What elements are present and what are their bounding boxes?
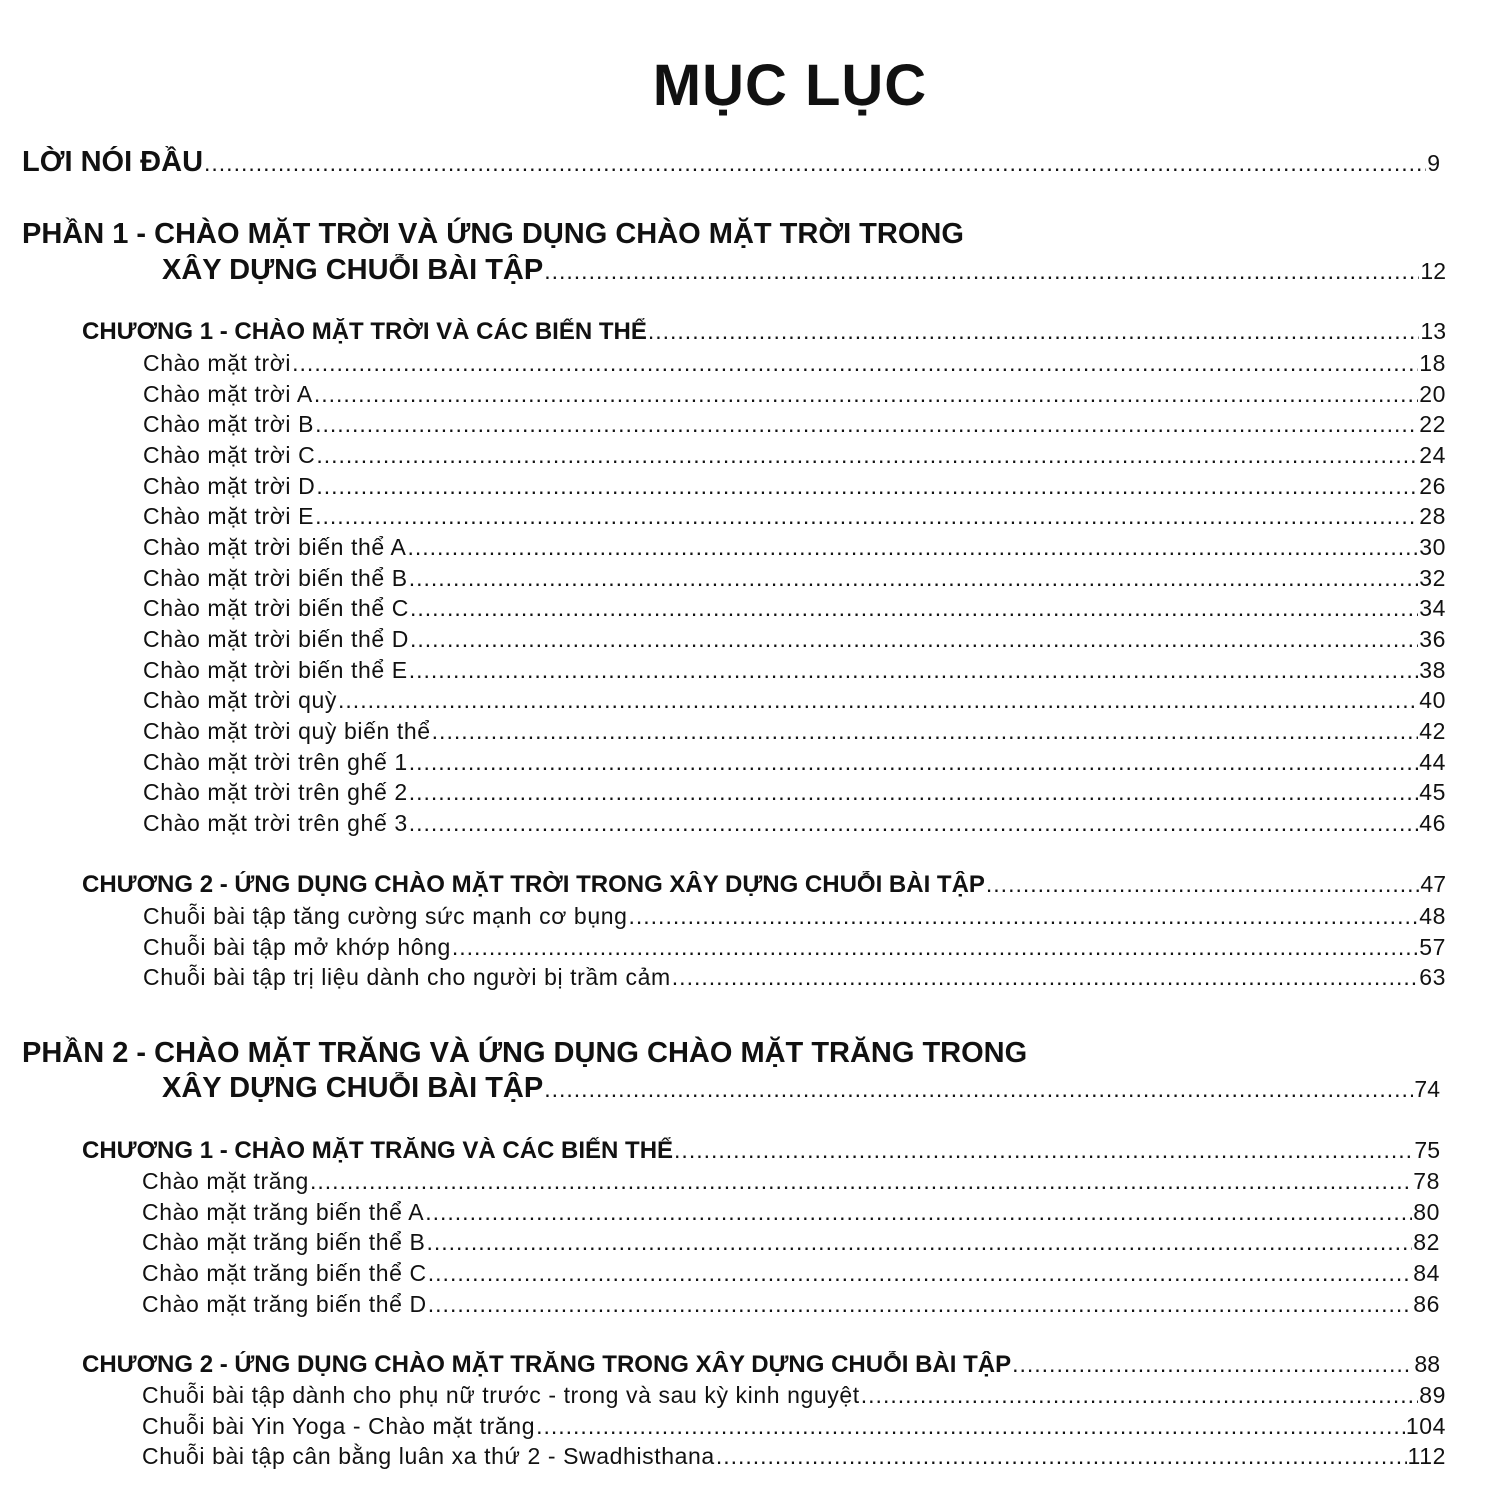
toc-entry[interactable] — [143, 411, 1446, 438]
toc-entry[interactable] — [143, 381, 1446, 408]
dot-leader — [648, 318, 1420, 345]
dot-leader — [861, 1382, 1418, 1409]
toc-entry[interactable] — [143, 503, 1446, 530]
dot-leader — [338, 687, 1418, 714]
entry-label: Chuỗi bài tập cân bằng luân xa thứ 2 - Swadhisthana — [142, 1443, 715, 1469]
dot-leader — [428, 1291, 1412, 1318]
page-number: 78 — [1413, 1168, 1440, 1194]
toc-entry-part-1[interactable] — [162, 254, 1446, 287]
entry-label: Chào mặt trăng — [142, 1168, 309, 1194]
dot-leader — [410, 595, 1418, 622]
page-number: 82 — [1413, 1229, 1440, 1255]
toc-entry-part2-chapter-2[interactable] — [82, 1351, 1440, 1379]
page-number: 12 — [1420, 258, 1446, 284]
dot-leader — [409, 749, 1418, 776]
dot-leader — [425, 1199, 1412, 1226]
entry-label: Chào mặt trời biến thể B — [143, 565, 408, 591]
dot-leader — [315, 503, 1418, 530]
toc-entry[interactable] — [143, 442, 1446, 469]
page-number: 36 — [1419, 626, 1446, 652]
page-number: 22 — [1419, 411, 1446, 437]
toc-entry[interactable] — [142, 1260, 1440, 1287]
entry-label: Chào mặt trời biến thể E — [143, 657, 408, 683]
dot-leader — [629, 903, 1419, 930]
toc-entry[interactable] — [142, 1382, 1446, 1409]
entry-label: Chào mặt trời B — [143, 411, 315, 437]
toc-entry[interactable] — [143, 934, 1446, 961]
toc-entry[interactable] — [142, 1443, 1446, 1470]
entry-label: CHƯƠNG 2 - ỨNG DỤNG CHÀO MẶT TRỜI TRONG XÂY DỰNG CHUỖI BÀI TẬP — [82, 871, 985, 898]
page-number: 26 — [1419, 473, 1446, 499]
page-number: 34 — [1419, 595, 1446, 621]
entry-label: Chào mặt trời quỳ — [143, 687, 338, 713]
entry-label: Chào mặt trời trên ghế 2 — [143, 779, 408, 805]
toc-entry[interactable] — [143, 473, 1446, 500]
page-number: 45 — [1419, 779, 1446, 805]
page-number: 84 — [1413, 1260, 1440, 1286]
entry-label: Chuỗi bài tập mở khớp hông — [143, 934, 451, 960]
toc-entry[interactable] — [143, 687, 1446, 714]
dot-leader — [409, 565, 1418, 592]
page-number: 40 — [1419, 687, 1446, 713]
dot-leader — [674, 1137, 1413, 1164]
dot-leader — [716, 1443, 1407, 1470]
dot-leader — [409, 657, 1418, 684]
toc-entry[interactable] — [143, 595, 1446, 622]
dot-leader — [410, 626, 1418, 653]
dot-leader — [452, 934, 1418, 961]
toc-entry-part-2[interactable] — [162, 1072, 1440, 1105]
toc-entry[interactable] — [143, 779, 1446, 806]
page-number: 104 — [1405, 1413, 1446, 1439]
entry-label: Chào mặt trăng biến thể A — [142, 1199, 425, 1225]
dot-leader — [409, 779, 1418, 806]
entry-label: Chào mặt trăng biến thể C — [142, 1260, 427, 1286]
entry-label: Chào mặt trời A — [143, 381, 313, 407]
entry-label: Chào mặt trời — [143, 350, 292, 376]
dot-leader — [314, 381, 1418, 408]
toc-entry[interactable] — [143, 534, 1446, 561]
entry-label: Chào mặt trăng biến thể B — [142, 1229, 426, 1255]
page-number: 74 — [1414, 1076, 1440, 1102]
entry-label: Chào mặt trời D — [143, 473, 316, 499]
entry-label: Chào mặt trời trên ghế 1 — [143, 749, 408, 775]
toc-entry[interactable] — [143, 718, 1446, 745]
page-number: 48 — [1419, 903, 1446, 929]
page-number: 20 — [1419, 381, 1446, 407]
toc-entry[interactable] — [143, 565, 1446, 592]
toc-entry-preface[interactable] — [22, 146, 1440, 179]
page-number: 89 — [1419, 1382, 1446, 1408]
page-number: 63 — [1419, 964, 1446, 990]
page-number: 112 — [1407, 1443, 1446, 1469]
toc-entry[interactable] — [143, 903, 1446, 930]
dot-leader — [407, 534, 1418, 561]
toc-entry[interactable] — [142, 1291, 1440, 1318]
dot-leader — [409, 810, 1418, 837]
dot-leader — [986, 871, 1420, 898]
dot-leader — [544, 258, 1419, 285]
page-number: 57 — [1419, 934, 1446, 960]
entry-label: CHƯƠNG 2 - ỨNG DỤNG CHÀO MẶT TRĂNG TRONG XÂY DỰNG CHUỖI BÀI TẬP — [82, 1351, 1012, 1378]
page-number: 9 — [1427, 150, 1440, 176]
entry-label: Chào mặt trời quỳ biến thể — [143, 718, 431, 744]
toc-entry[interactable] — [143, 657, 1446, 684]
entry-label: CHƯƠNG 1 - CHÀO MẶT TRỜI VÀ CÁC BIẾN THỂ — [82, 318, 647, 345]
dot-leader — [204, 150, 1426, 177]
page-number: 18 — [1419, 350, 1446, 376]
dot-leader — [536, 1413, 1405, 1440]
toc-entry[interactable] — [142, 1413, 1446, 1440]
page-number: 44 — [1419, 749, 1446, 775]
dot-leader — [292, 350, 1418, 377]
toc-entry[interactable] — [143, 626, 1446, 653]
toc-entry[interactable] — [143, 964, 1446, 991]
entry-label: Chào mặt trời biến thể D — [143, 626, 409, 652]
page-number: 32 — [1419, 565, 1446, 591]
entry-label: XÂY DỰNG CHUỖI BÀI TẬP — [162, 1072, 544, 1104]
page-title: MỤC LỤC — [652, 53, 928, 118]
page-number: 13 — [1420, 318, 1446, 344]
dot-leader — [428, 1260, 1412, 1287]
page-number: 30 — [1419, 534, 1446, 560]
toc-entry[interactable] — [142, 1168, 1440, 1195]
dot-leader — [315, 411, 1418, 438]
dot-leader — [672, 964, 1418, 991]
toc-entry[interactable] — [143, 749, 1446, 776]
toc-entry[interactable] — [143, 350, 1446, 377]
page-number: 38 — [1419, 657, 1446, 683]
page-number: 42 — [1419, 718, 1446, 744]
dot-leader — [316, 442, 1418, 469]
entry-label: Chào mặt trời C — [143, 442, 316, 468]
page-number: 24 — [1419, 442, 1446, 468]
part-1-heading-line1: PHẦN 1 - CHÀO MẶT TRỜI VÀ ỨNG DỤNG CHÀO MẶT TRỜI TRONG — [22, 218, 964, 250]
entry-label: Chuỗi bài tập trị liệu dành cho người bị trầm cảm — [143, 964, 671, 990]
part-2-heading-line1: PHẦN 2 - CHÀO MẶT TRĂNG VÀ ỨNG DỤNG CHÀO MẶT TRĂNG TRONG — [22, 1037, 1028, 1069]
entry-label: Chào mặt trời biến thể A — [143, 534, 407, 560]
page-number: 88 — [1414, 1351, 1440, 1377]
entry-label: XÂY DỰNG CHUỖI BÀI TẬP — [162, 254, 544, 286]
page-number: 80 — [1413, 1199, 1440, 1225]
entry-label: Chào mặt trăng biến thể D — [142, 1291, 427, 1317]
entry-label: Chào mặt trời trên ghế 3 — [143, 810, 408, 836]
toc-entry[interactable] — [142, 1199, 1440, 1226]
toc-entry[interactable] — [142, 1229, 1440, 1256]
entry-label: Chuỗi bài tập tăng cường sức mạnh cơ bụng — [143, 903, 628, 929]
toc-entry-part1-chapter-1[interactable] — [82, 318, 1446, 346]
entry-label: Chào mặt trời biến thể C — [143, 595, 409, 621]
toc-entry[interactable] — [143, 810, 1446, 837]
dot-leader — [427, 1229, 1413, 1256]
toc-entry-part1-chapter-2[interactable] — [82, 871, 1446, 899]
dot-leader — [310, 1168, 1412, 1195]
entry-label: CHƯƠNG 1 - CHÀO MẶT TRĂNG VÀ CÁC BIẾN THỂ — [82, 1137, 674, 1164]
entry-label: Chào mặt trời E — [143, 503, 315, 529]
dot-leader — [432, 718, 1419, 745]
entry-label: Chuỗi bài tập dành cho phụ nữ trước - trong và sau kỳ kinh nguyệt — [142, 1382, 860, 1408]
page-number: 86 — [1413, 1291, 1440, 1317]
dot-leader — [544, 1076, 1413, 1103]
page-number: 28 — [1419, 503, 1446, 529]
dot-leader — [1012, 1351, 1413, 1378]
dot-leader — [316, 473, 1418, 500]
page-number: 46 — [1419, 810, 1446, 836]
page-number: 47 — [1420, 871, 1446, 897]
entry-label: LỜI NÓI ĐẦU — [22, 146, 204, 178]
page-number: 75 — [1414, 1137, 1440, 1163]
entry-label: Chuỗi bài Yin Yoga - Chào mặt trăng — [142, 1413, 536, 1439]
toc-entry-part2-chapter-1[interactable] — [82, 1137, 1440, 1165]
